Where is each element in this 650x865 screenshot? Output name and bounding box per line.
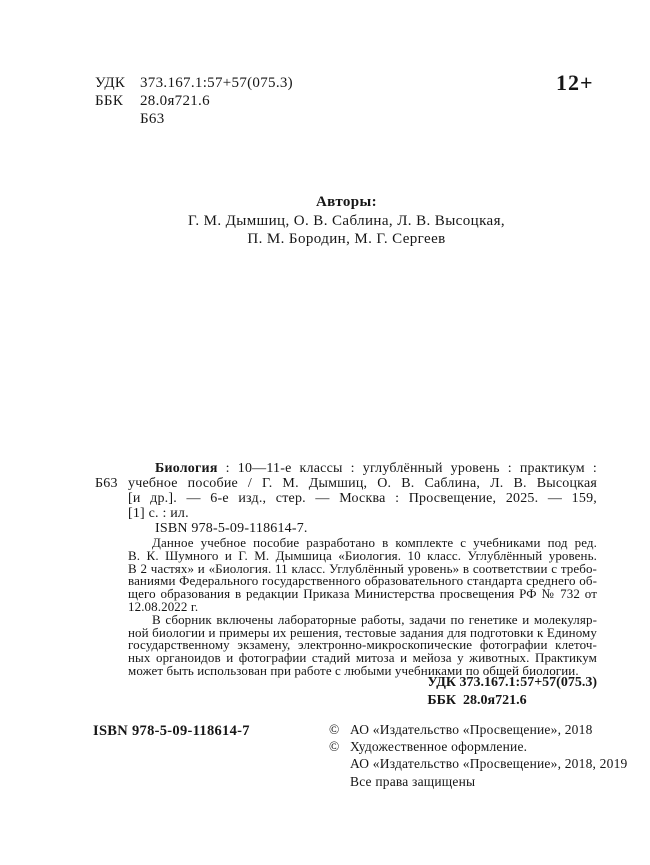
footer-bbk-line: ББК 28.0я721.6 xyxy=(427,693,527,708)
catalog-title-rest: : 10—11-е классы : углублённый уровень : практикум : xyxy=(217,461,597,476)
annotation-p2-line-3: государственному экзамену, электронно-микроскопические фотографии клеточ- xyxy=(128,637,597,653)
copyright-text-1: АО «Издательство «Просвещение», 2018 xyxy=(350,722,593,737)
annotation-p1-line-2: В. К. Шумного и Г. М. Дымшица «Биология. 10 класс. Углублённый уровень. xyxy=(128,547,597,563)
authors-line-2: П. М. Бородин, М. Г. Сергеев xyxy=(247,231,446,247)
annotation-p1-line-6: 12.08.2022 г. xyxy=(128,598,199,614)
authors-heading: Авторы: xyxy=(315,194,378,210)
catalog-title-line xyxy=(128,461,597,476)
authors-line-1: Г. М. Дымшиц, О. В. Саблина, Л. В. Высоцкая, xyxy=(187,212,506,229)
copyright-text-2: Художественное оформление. xyxy=(350,739,528,755)
bbk-value: 28.0я721.6 xyxy=(140,93,210,109)
annotation-p2-line-4: ных органоидов и фотографии стадий митоза и мейоза у животных. Практикум xyxy=(128,650,597,666)
book-title: Биология xyxy=(155,461,218,476)
classification-codes-block xyxy=(95,74,293,128)
copyright-sign-spacer xyxy=(329,755,350,772)
udk-row xyxy=(95,74,293,92)
author-sign-row xyxy=(95,110,293,128)
annotation-block xyxy=(128,537,597,678)
copyright-icon: © xyxy=(329,722,340,737)
code-label-spacer xyxy=(95,110,140,128)
annotation-p2-line-1: В сборник включены лабораторные работы, задачи по генетике и молекуляр- xyxy=(152,611,597,627)
authors-block xyxy=(95,193,598,249)
catalog-isbn-line: ISBN 978-5-09-118614-7. xyxy=(155,521,308,536)
bbk-label: ББК xyxy=(95,93,124,109)
udk-label: УДК xyxy=(95,75,126,91)
copyright-line-2 xyxy=(329,738,627,755)
udk-value: 373.167.1:57+57(075.3) xyxy=(140,75,293,91)
annotation-p1-line-5: щего образования в редакции Приказа Министерства просвещения РФ № 732 от xyxy=(128,586,597,602)
copyright-block xyxy=(329,721,627,790)
copyright-icon: © xyxy=(329,739,340,755)
footer-udk-line: УДК 373.167.1:57+57(075.3) xyxy=(427,675,597,690)
annotation-p2-line-2: ной биологии и примеры их решения, тестовые задания для подготовки к Единому xyxy=(128,624,597,640)
annotation-p1-line-1: Данное учебное пособие разработано в комплекте с учебниками под ред. xyxy=(152,535,597,550)
annotation-p2-line-5: может быть использован при работе с любыми учебниками по общей биологии. xyxy=(128,662,579,678)
catalog-card xyxy=(95,461,597,536)
catalog-line-4: [1] с. : ил. xyxy=(128,506,189,521)
bbk-row xyxy=(95,92,293,110)
catalog-gutter-code: Б63 xyxy=(95,476,118,491)
annotation-p1-line-3: В 2 частях» и «Биология. 11 класс. Углублённый уровень» в соответствии с требо- xyxy=(128,560,597,576)
copyright-sign-spacer xyxy=(329,773,350,790)
isbn-text: ISBN 978-5-09-118614-7 xyxy=(93,723,250,739)
copyright-text-3: АО «Издательство «Просвещение», 2018, 2019 xyxy=(350,756,628,772)
author-sign-code: Б63 xyxy=(140,111,165,127)
copyright-line-4 xyxy=(329,773,627,790)
copyright-line-1 xyxy=(329,721,627,738)
annotation-p1-line-4: ваниями Федерального государственного образовательного стандарта среднего об- xyxy=(128,573,597,589)
catalog-line-2: учебное пособие / Г. М. Дымшиц, О. В. Саблина, Л. В. Высоцкая xyxy=(128,476,597,491)
copyright-text-4: Все права защищены xyxy=(350,773,476,789)
copyright-line-3 xyxy=(329,755,627,772)
footer-codes-block xyxy=(427,674,597,710)
age-rating-badge: 12+ xyxy=(556,70,594,95)
catalog-line-3: [и др.]. — 6-е изд., стер. — Москва : Просвещение, 2025. — 159, xyxy=(128,491,597,506)
